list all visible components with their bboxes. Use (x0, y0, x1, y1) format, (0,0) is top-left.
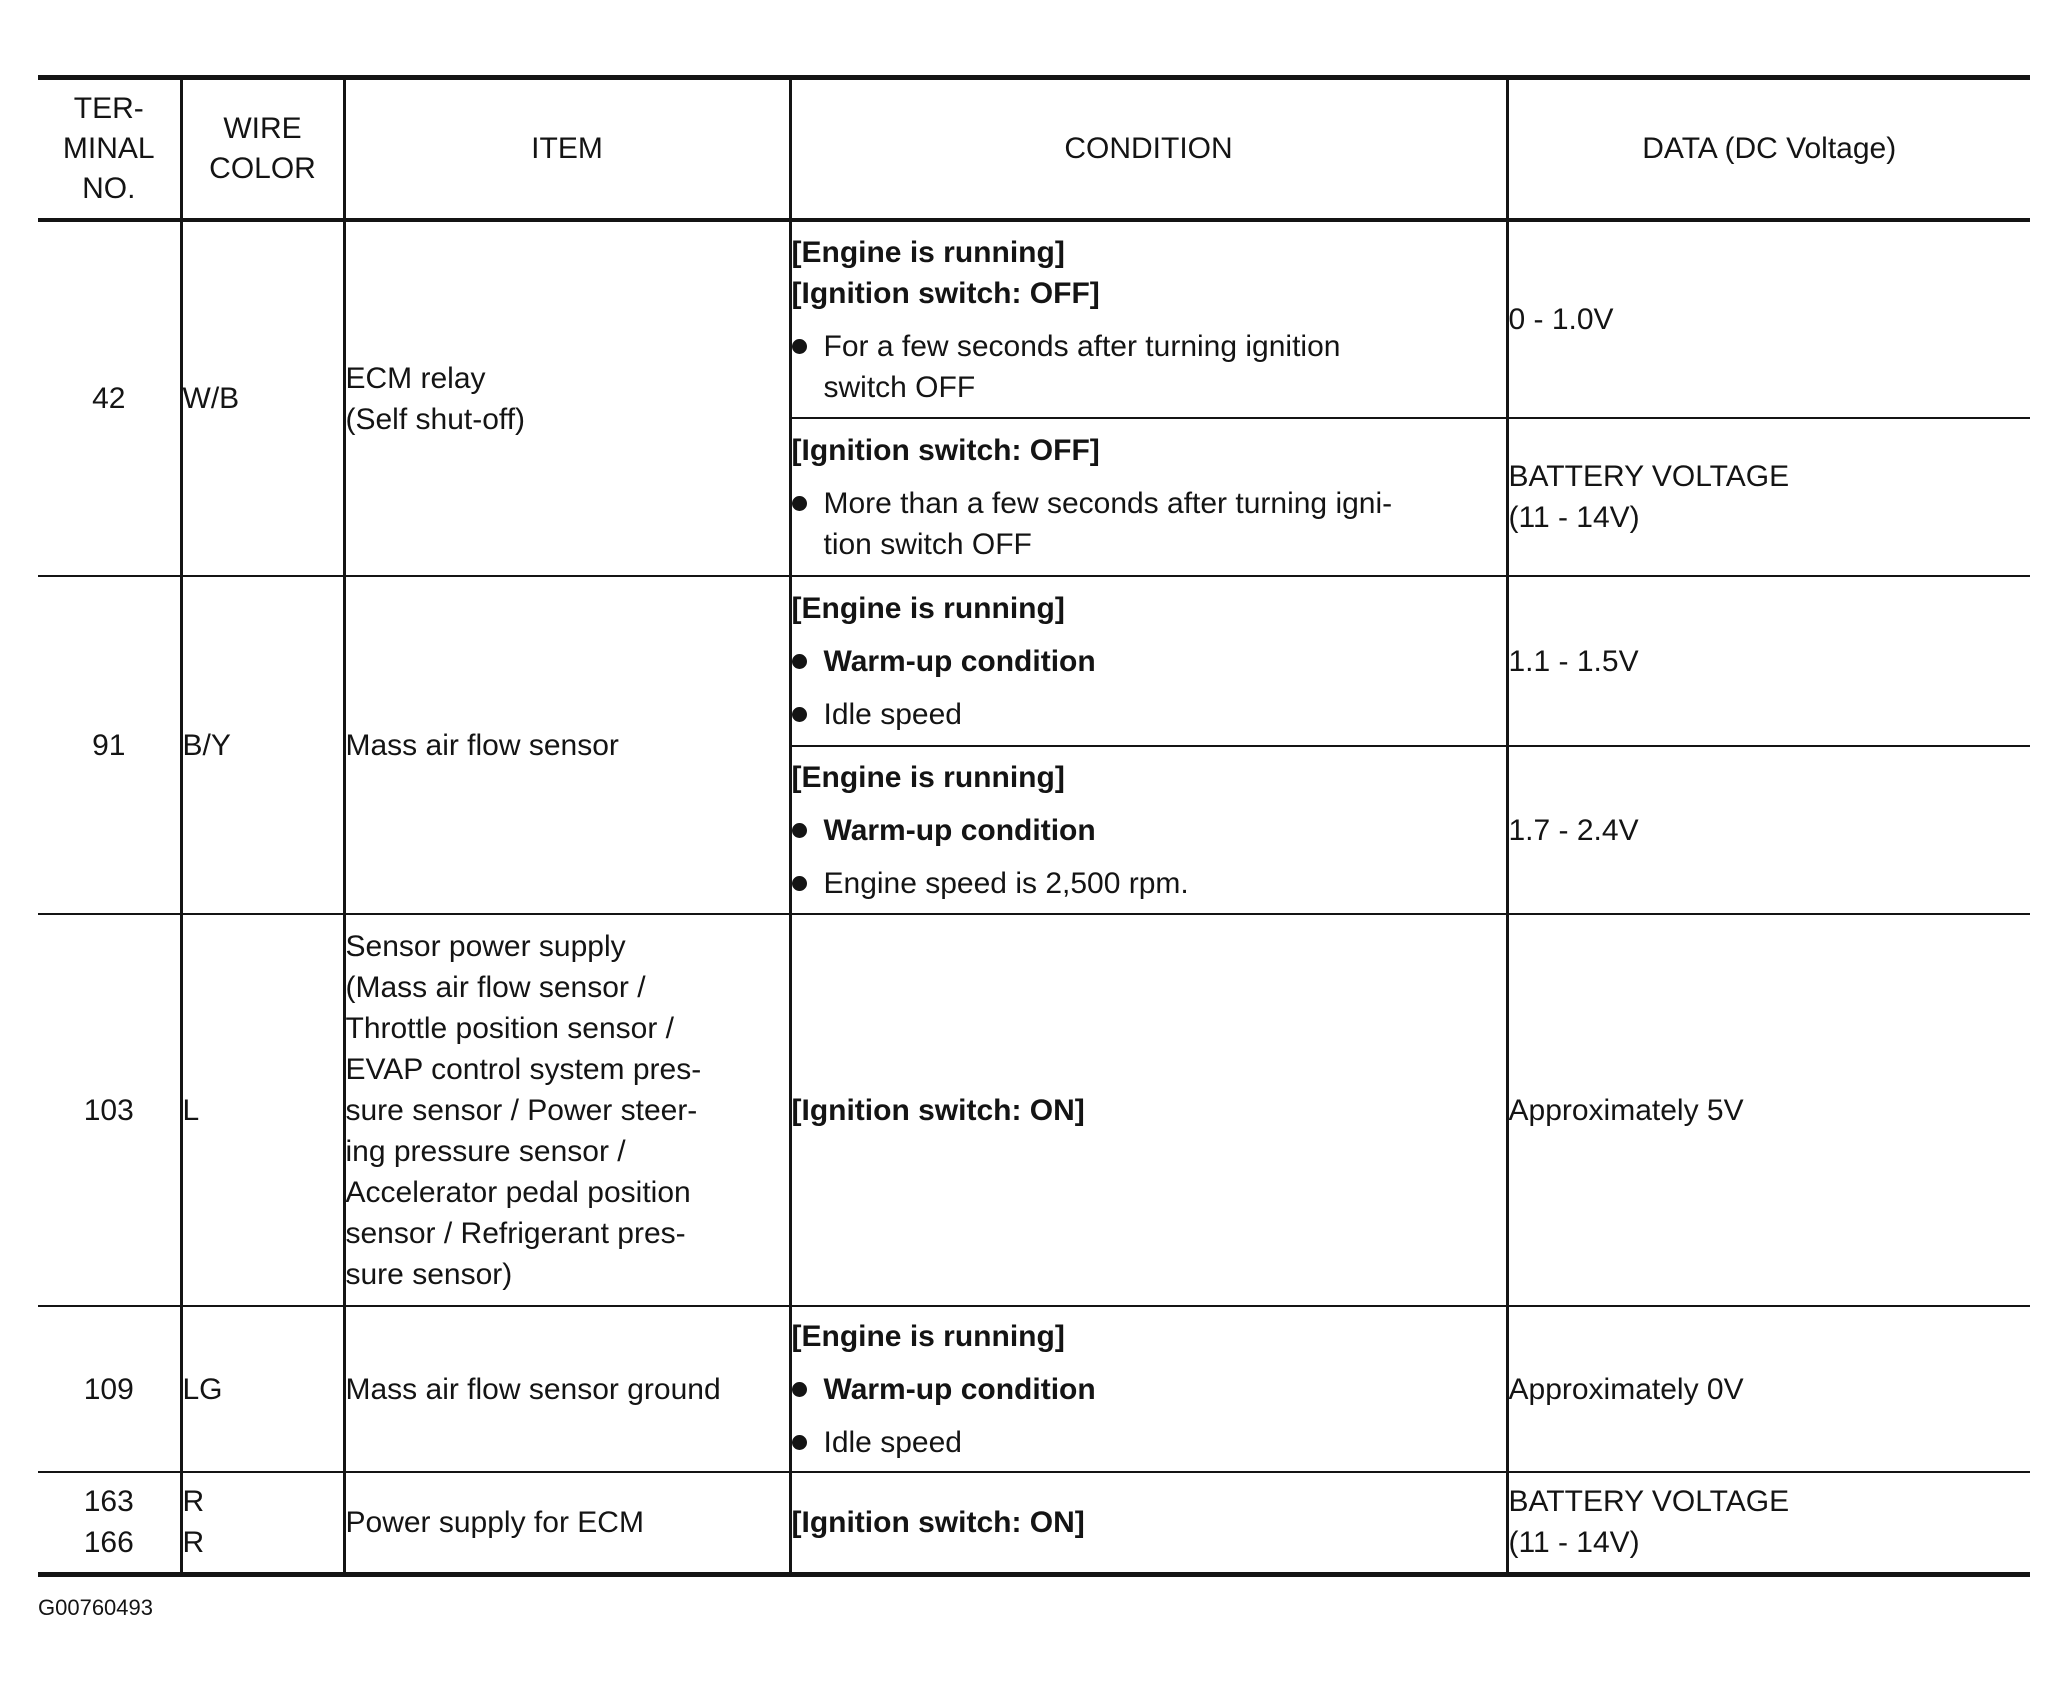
cell-terminal-no (38, 1306, 181, 1472)
data-voltage-line: 1.7 - 2.4V (1508, 813, 1639, 847)
table-header-row (38, 78, 2030, 221)
terminal-no-line: 103 (83, 1093, 134, 1127)
data-voltage-line: 1.1 - 1.5V (1508, 644, 1639, 678)
cell-terminal-no (38, 220, 181, 576)
cell-condition (790, 418, 1507, 576)
condition-header: [Engine is running] (791, 591, 1065, 625)
header-wire-color: WIRE COLOR (181, 78, 344, 221)
item-text-line: (Mass air flow sensor / (345, 970, 646, 1004)
cell-data-voltage (1507, 576, 2030, 746)
cell-condition (790, 914, 1507, 1306)
cell-terminal-no (38, 1472, 181, 1574)
table-row (38, 914, 2030, 1306)
bullet-dot-icon (792, 496, 807, 511)
condition-header: [Ignition switch: OFF] (791, 433, 1100, 467)
bullet-dot-icon (792, 339, 807, 354)
condition-bullet (792, 863, 1506, 904)
bullet-text (824, 641, 1506, 682)
ecm-terminal-table (38, 75, 2030, 1577)
item-text-line: Sensor power supply (345, 929, 626, 963)
header-condition: CONDITION (790, 78, 1507, 221)
condition-bullet (792, 1422, 1506, 1463)
bullet-text-line: For a few seconds after turning ignition (823, 329, 1341, 363)
condition-bullet (792, 483, 1506, 565)
terminal-no-line: 109 (83, 1372, 134, 1406)
data-voltage-line: BATTERY VOLTAGE (1508, 1485, 1790, 1519)
bullet-dot-icon (792, 1382, 807, 1397)
condition-header: [Ignition switch: ON] (791, 1093, 1085, 1127)
cell-wire-color (181, 1306, 344, 1472)
condition-bullet (792, 1369, 1506, 1410)
item-text-line: Power supply for ECM (345, 1505, 644, 1539)
bullet-text-line: Warm-up condition (823, 813, 1096, 847)
condition-bullet (792, 694, 1506, 735)
cell-item (344, 1472, 790, 1574)
cell-wire-color (181, 1472, 344, 1574)
bullet-text-line: Idle speed (823, 1425, 962, 1459)
condition-header: [Engine is running] (791, 235, 1065, 269)
cell-wire-color (181, 576, 344, 914)
wire-color-line: R (182, 1485, 205, 1519)
table-row (38, 1306, 2030, 1472)
cell-wire-color (181, 220, 344, 576)
bullet-text-line: Warm-up condition (823, 1372, 1096, 1406)
item-text-line: sure sensor) (345, 1257, 513, 1291)
data-voltage-line: BATTERY VOLTAGE (1508, 460, 1790, 493)
bullet-text (824, 1369, 1506, 1410)
table-row (38, 220, 2030, 418)
condition-header: [Ignition switch: OFF] (791, 276, 1100, 310)
cell-condition (790, 220, 1507, 418)
bullet-dot-icon (792, 1435, 807, 1450)
bullet-text-line: switch OFF (823, 370, 976, 404)
reference-code: G00760493 (38, 1595, 153, 1620)
terminal-no-line: 42 (92, 382, 126, 415)
item-text-line: EVAP control system pres- (345, 1052, 702, 1086)
wire-color-line: B/Y (182, 728, 231, 762)
bullet-text-line: More than a few seconds after turning igni- (823, 486, 1393, 520)
item-text-line: (Self shut-off) (345, 402, 526, 436)
bullet-dot-icon (792, 876, 807, 891)
cell-condition (790, 746, 1507, 914)
table-row (38, 1472, 2030, 1574)
cell-item (344, 1306, 790, 1472)
wire-color-line: W/B (182, 382, 240, 415)
cell-data-voltage (1507, 418, 2030, 576)
terminal-no-line: 166 (83, 1526, 134, 1560)
bullet-dot-icon (792, 707, 807, 722)
bullet-text (824, 326, 1506, 408)
table-body (38, 220, 2030, 1574)
bullet-text (824, 810, 1506, 851)
data-voltage-line: (11 - 14V) (1508, 1526, 1640, 1560)
item-text-line: Mass air flow sensor (345, 728, 619, 762)
cell-condition (790, 576, 1507, 746)
bullet-text-line: tion switch OFF (823, 527, 1032, 561)
bullet-dot-icon (792, 654, 807, 669)
header-data: DATA (DC Voltage) (1507, 78, 2030, 221)
cell-item (344, 576, 790, 914)
cell-data-voltage (1507, 220, 2030, 418)
data-voltage-line: 0 - 1.0V (1508, 303, 1614, 336)
bullet-text (824, 483, 1506, 565)
cell-condition (790, 1306, 1507, 1472)
data-voltage-line: Approximately 0V (1508, 1372, 1744, 1406)
condition-bullet (792, 326, 1506, 408)
condition-header: [Ignition switch: ON] (791, 1505, 1085, 1539)
condition-header: [Engine is running] (791, 760, 1065, 794)
item-text-line: sure sensor / Power steer- (345, 1093, 698, 1127)
cell-data-voltage (1507, 1306, 2030, 1472)
wire-color-line: L (182, 1093, 200, 1127)
bullet-text-line: Idle speed (823, 697, 962, 731)
data-voltage-line: Approximately 5V (1508, 1093, 1744, 1127)
item-text-line: Mass air flow sensor ground (345, 1372, 721, 1406)
wire-color-line: LG (182, 1372, 223, 1406)
header-terminal-no: TER- MINAL NO. (38, 78, 181, 221)
cell-data-voltage (1507, 1472, 2030, 1574)
cell-condition (790, 1472, 1507, 1574)
item-text-line: sensor / Refrigerant pres- (345, 1216, 686, 1250)
cell-data-voltage (1507, 746, 2030, 914)
item-text-line: Throttle position sensor / (345, 1011, 674, 1045)
wire-color-line: R (182, 1526, 205, 1560)
item-text-line: ECM relay (345, 361, 486, 395)
bullet-text-line: Warm-up condition (823, 644, 1096, 678)
cell-terminal-no (38, 576, 181, 914)
cell-terminal-no (38, 914, 181, 1306)
condition-header: [Engine is running] (791, 1319, 1065, 1353)
bullet-dot-icon (792, 823, 807, 838)
header-item: ITEM (344, 78, 790, 221)
bullet-text (824, 1422, 1506, 1463)
table-row (38, 576, 2030, 746)
cell-item (344, 220, 790, 576)
condition-bullet (792, 810, 1506, 851)
terminal-no-line: 91 (92, 728, 126, 762)
item-text-line: Accelerator pedal position (345, 1175, 691, 1209)
bullet-text (824, 863, 1506, 904)
terminal-no-line: 163 (83, 1485, 134, 1519)
cell-data-voltage (1507, 914, 2030, 1306)
condition-bullet (792, 641, 1506, 682)
data-voltage-line: (11 - 14V) (1508, 501, 1640, 534)
item-text-line: ing pressure sensor / (345, 1134, 626, 1168)
bullet-text-line: Engine speed is 2,500 rpm. (823, 866, 1189, 900)
terminal-data-table-wrapper (38, 75, 2030, 1577)
cell-item (344, 914, 790, 1306)
cell-wire-color (181, 914, 344, 1306)
bullet-text (824, 694, 1506, 735)
